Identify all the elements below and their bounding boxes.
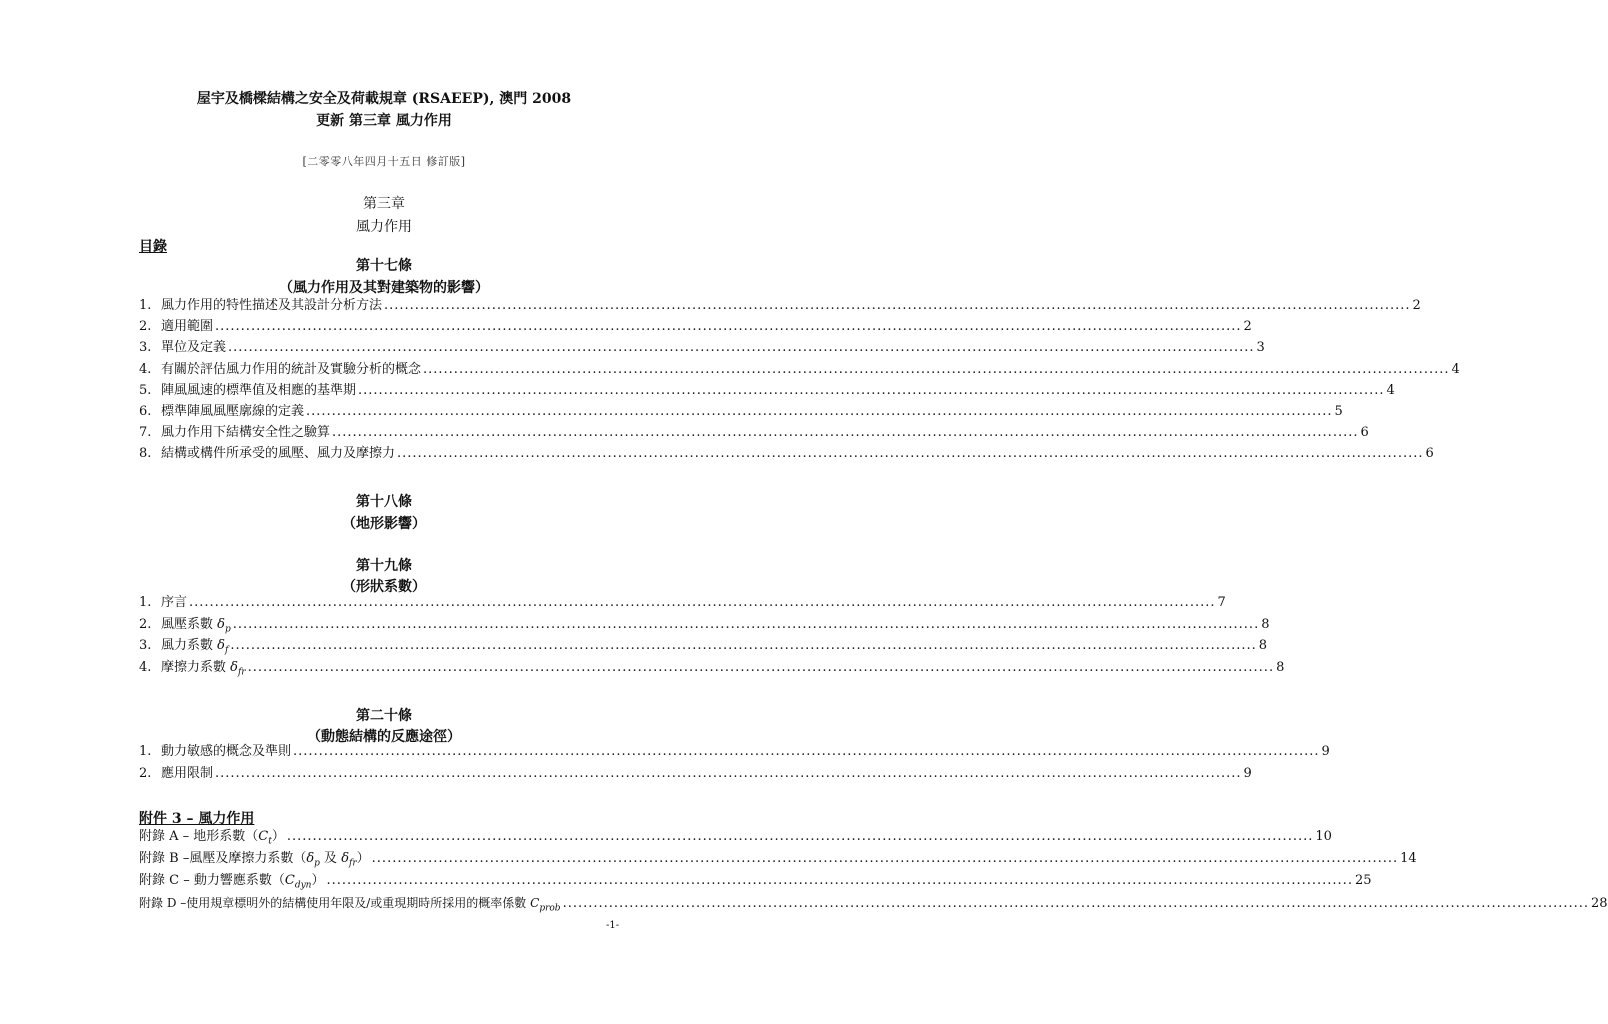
- entry-number: 8.: [139, 446, 152, 462]
- dot-leader: ........................................................................................................................................................................................................: [326, 873, 1353, 888]
- annex-heading: 附件 3 – 風力作用: [139, 811, 255, 827]
- annex-entry[interactable]: [139, 872, 1372, 891]
- entry-title: 有關於評估風力作用的統計及實驗分析的概念: [161, 361, 422, 377]
- entry-title: 陣風風速的標準值及相應的基準期: [161, 382, 357, 398]
- chapter-number: 第三章: [363, 196, 405, 212]
- entry-number: 3.: [139, 638, 152, 653]
- entry-title: 標準陣風風壓廓線的定義: [161, 404, 305, 419]
- article-17-subtitle: （風力作用及其對建築物的影響）: [279, 280, 489, 296]
- math-symbol: $C_t$: [258, 829, 272, 847]
- math-symbol: $\delta_{fr}$: [230, 659, 246, 678]
- entry-title: 風壓系數 $\delta_p$: [161, 616, 231, 635]
- entry-page: 3: [1256, 340, 1265, 356]
- entry-conjunction: 及: [319, 851, 342, 866]
- entry-number: 4.: [139, 361, 152, 377]
- math-symbol: $\delta_{fr}$: [341, 851, 357, 869]
- dot-leader: ........................................................................................................................................................................................................: [562, 896, 1590, 911]
- entry-number: 7.: [139, 425, 152, 441]
- dot-leader: ........................................................................................................................................................................................................: [332, 425, 1359, 441]
- entry-title: 應用限制: [161, 766, 214, 781]
- dot-leader: ........................................................................................................................................................................................................: [215, 319, 1242, 335]
- math-subscript: dyn: [294, 880, 312, 891]
- math-subscript: fr: [349, 858, 357, 869]
- entry-title: 摩擦力系數 $\delta_{fr}$: [161, 659, 246, 678]
- entry-title: 附錄 A – 地形系數$(C_t)$: [139, 829, 285, 847]
- article-18-subtitle: （地形影響）: [342, 516, 426, 532]
- entry-close: ）: [311, 873, 325, 888]
- math-symbol: $C_{dyn}$: [284, 873, 312, 891]
- annex-entry[interactable]: [139, 894, 1608, 914]
- page-number: -1-: [606, 920, 620, 931]
- chapter-name: 風力作用: [356, 219, 412, 235]
- dot-leader: ........................................................................................................................................................................................................: [397, 446, 1424, 462]
- entry-page: 14: [1400, 851, 1417, 866]
- dot-leader: ........................................................................................................................................................................................................: [423, 361, 1450, 377]
- art19-entry[interactable]: [139, 594, 1226, 612]
- article-20-number: 第二十條: [356, 708, 412, 724]
- dot-leader: ........................................................................................................................................................................................................: [247, 659, 1275, 675]
- entry-page: 2: [1412, 298, 1421, 313]
- art17-entry[interactable]: [139, 382, 1395, 400]
- entry-page: 7: [1217, 595, 1226, 610]
- dot-leader: ........................................................................................................................................................................................................: [232, 616, 1260, 632]
- entry-number: 1.: [139, 298, 152, 313]
- entry-close: ）: [356, 851, 370, 866]
- article-19-number: 第十九條: [356, 558, 412, 574]
- dot-leader: ........................................................................................................................................................................................................: [286, 829, 1314, 844]
- art19-entry[interactable]: [139, 616, 1270, 635]
- entry-page: 4: [1386, 382, 1395, 398]
- article-18-number: 第十八條: [356, 494, 412, 510]
- entry-number: 3.: [139, 340, 152, 356]
- entry-title: 風力作用的特性描述及其設計分析方法: [161, 298, 383, 313]
- entry-page: 8: [1261, 616, 1270, 632]
- art17-entry[interactable]: [139, 297, 1421, 315]
- dot-leader: ........................................................................................................................................................................................................: [384, 298, 1411, 313]
- annex-entry[interactable]: [139, 828, 1332, 847]
- entry-title: 適用範圍: [161, 319, 214, 335]
- math-symbol: $\delta_p$: [306, 851, 320, 869]
- entry-page: 4: [1451, 361, 1460, 377]
- entry-close: ）: [271, 829, 285, 844]
- math-symbol: $\delta_p$: [217, 616, 231, 635]
- dot-leader: ........................................................................................................................................................................................................: [371, 851, 1399, 866]
- entry-number: 4.: [139, 659, 152, 675]
- math-subscript: p: [224, 624, 231, 635]
- entry-title: 附錄 B –風壓及摩擦力系數（$\delta_p$ 及 $\delta_{fr}$）: [139, 851, 370, 869]
- art19-entry[interactable]: [139, 637, 1268, 656]
- dot-leader: ........................................................................................................................................................................................................: [230, 638, 1257, 653]
- art20-entry[interactable]: [139, 743, 1330, 761]
- dot-leader: ........................................................................................................................................................................................................: [228, 340, 1255, 356]
- dot-leader: ........................................................................................................................................................................................................: [306, 404, 1333, 419]
- article-19-subtitle: （形狀系數）: [342, 579, 426, 595]
- article-17-number: 第十七條: [356, 258, 412, 274]
- entry-page: 9: [1321, 744, 1330, 759]
- annex-entry[interactable]: [139, 850, 1417, 869]
- article-20-subtitle: （動態結構的反應途徑）: [307, 729, 461, 745]
- art20-entry[interactable]: [139, 765, 1252, 783]
- entry-number: 2.: [139, 616, 152, 632]
- art17-entry[interactable]: [139, 318, 1252, 336]
- entry-title: 附錄 C – 動力響應系數$(C_{dyn})$: [139, 873, 325, 891]
- math-subscript: fr: [237, 667, 246, 678]
- entry-title: 風力作用下結構安全性之驗算: [161, 425, 331, 441]
- dot-leader: ........................................................................................................................................................................................................: [189, 595, 1216, 610]
- dot-leader: ........................................................................................................................................................................................................: [358, 382, 1385, 398]
- entry-page: 28: [1591, 896, 1608, 911]
- entry-title: 序言: [161, 595, 188, 610]
- document-subtitle: 更新 第三章 風力作用: [316, 113, 452, 129]
- math-subscript: t: [268, 836, 272, 847]
- entry-page: 8: [1276, 659, 1285, 675]
- entry-page: 9: [1243, 766, 1252, 781]
- entry-page: 2: [1243, 319, 1252, 335]
- art17-entry[interactable]: [139, 361, 1460, 379]
- entry-number: 6.: [139, 404, 152, 419]
- art19-entry[interactable]: [139, 659, 1285, 678]
- entry-page: 25: [1354, 873, 1372, 888]
- dot-leader: ........................................................................................................................................................................................................: [215, 766, 1242, 781]
- entry-number: 5.: [139, 382, 152, 398]
- revision-date: [二零零八年四月十五日 修訂版]: [302, 155, 466, 168]
- entry-page: 5: [1334, 404, 1343, 419]
- math-subscript: f: [224, 645, 229, 656]
- entry-number: 1.: [139, 744, 152, 759]
- math-symbol: $C_{prob}$: [530, 896, 561, 914]
- math-symbol: $\delta_f$: [217, 638, 229, 656]
- art17-entry[interactable]: [139, 403, 1343, 421]
- entry-page: 6: [1360, 425, 1369, 441]
- toc-heading: 目錄: [139, 239, 167, 255]
- math-subscript: p: [314, 858, 320, 869]
- entry-title: 風力系數 $\delta_f$: [161, 638, 229, 656]
- entry-page: 6: [1425, 446, 1434, 462]
- entry-page: 8: [1258, 638, 1268, 653]
- entry-title: 附錄 D –使用規章標明外的結構使用年限及/或重現期時所採用的概率係數 $C_{prob}$: [139, 896, 561, 914]
- dot-leader: ........................................................................................................................................................................................................: [293, 744, 1320, 759]
- art17-entry[interactable]: [139, 339, 1265, 357]
- math-subscript: prob: [539, 903, 561, 914]
- art17-entry[interactable]: [139, 424, 1369, 442]
- entry-title: 結構或構件所承受的風壓、風力及摩擦力: [161, 446, 396, 462]
- entry-number: 1.: [139, 595, 152, 610]
- entry-title: 單位及定義: [161, 340, 227, 356]
- art17-entry[interactable]: [139, 445, 1434, 463]
- entry-number: 2.: [139, 766, 152, 781]
- document-title: 屋宇及橋樑結構之安全及荷載規章 (RSAEEP), 澳門 2008: [196, 91, 572, 107]
- entry-page: 10: [1315, 829, 1332, 844]
- entry-title: 動力敏感的概念及準則: [161, 744, 292, 759]
- entry-number: 2.: [139, 319, 152, 335]
